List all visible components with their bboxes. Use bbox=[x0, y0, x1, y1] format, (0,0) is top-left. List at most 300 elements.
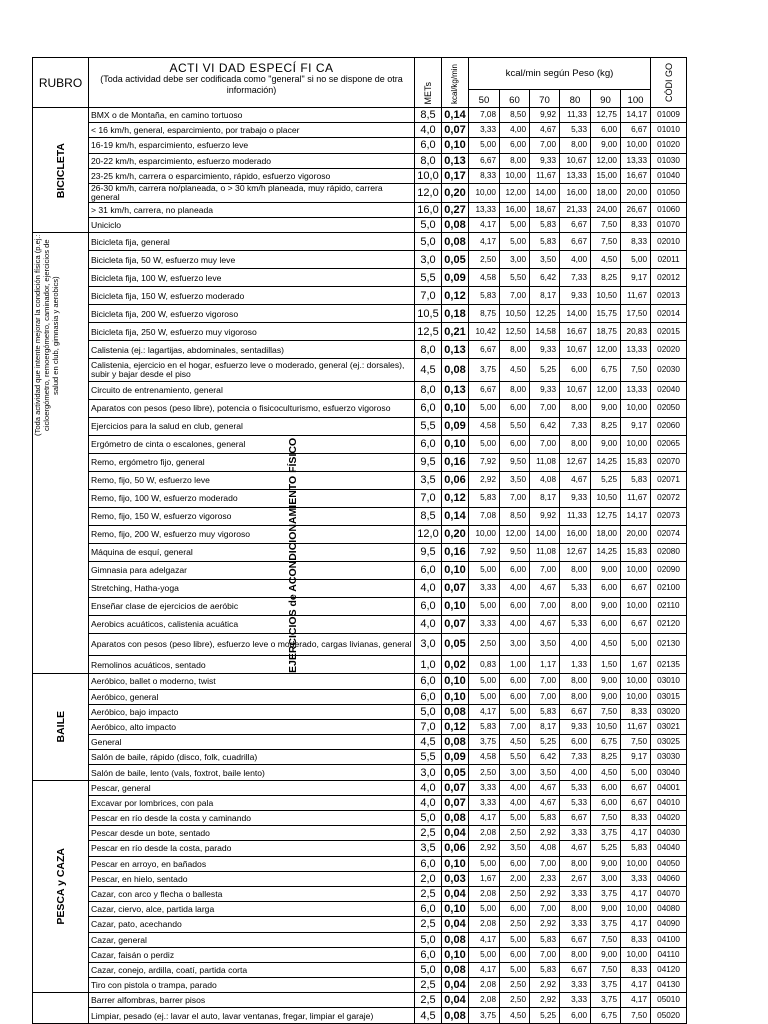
table-row bbox=[33, 123, 687, 138]
kcal-60kg-cell: 8,50 bbox=[500, 507, 530, 525]
code-cell: 02071 bbox=[651, 471, 687, 489]
kcal-kg-min-cell: 0,09 bbox=[442, 269, 469, 287]
code-cell: 02090 bbox=[651, 561, 687, 579]
activity-cell: Tiro con pistola o trampa, parado bbox=[89, 978, 415, 993]
kcal-80kg-cell: 9,33 bbox=[560, 489, 591, 507]
kcal-100kg-cell: 9,17 bbox=[621, 269, 651, 287]
activity-cell: Remo, fijo, 100 W, esfuerzo moderado bbox=[89, 489, 415, 507]
kcal-50kg-cell: 4,17 bbox=[469, 218, 500, 233]
kcal-70kg-cell: 4,67 bbox=[530, 123, 560, 138]
kcal-60kg-cell: 2,00 bbox=[500, 871, 530, 886]
kcal-70kg-cell: 9,33 bbox=[530, 341, 560, 359]
kcal-100kg-cell: 7,50 bbox=[621, 359, 651, 382]
kcal-kg-min-cell: 0,04 bbox=[442, 917, 469, 932]
kcal-50kg-cell: 3,33 bbox=[469, 795, 500, 810]
kcal-80kg-cell: 6,67 bbox=[560, 932, 591, 947]
kcal-80kg-cell: 3,33 bbox=[560, 993, 591, 1008]
kcal-90kg-cell: 5,25 bbox=[591, 471, 621, 489]
kcal-50kg-cell: 7,08 bbox=[469, 507, 500, 525]
rubro-header: RUBRO bbox=[33, 58, 89, 108]
kcal-60kg-cell: 6,00 bbox=[500, 138, 530, 153]
activity-cell: Limpiar, pesado (ej.: lavar el auto, lavar ventanas, fregar, limpiar el garaje) bbox=[89, 1008, 415, 1023]
activity-cell: 26-30 km/h, carrera no/planeada, o > 30 km/h planeada, muy rápido, carrera general bbox=[89, 183, 415, 202]
activity-cell: General bbox=[89, 735, 415, 750]
kcal-60kg-cell: 4,00 bbox=[500, 615, 530, 633]
mets-cell: 4,0 bbox=[415, 579, 442, 597]
kcal-50kg-cell: 3,75 bbox=[469, 359, 500, 382]
kcal-kg-min-cell: 0,03 bbox=[442, 871, 469, 886]
kcal-kg-min-cell: 0,08 bbox=[442, 233, 469, 251]
kcal-80kg-cell: 4,00 bbox=[560, 633, 591, 656]
kcal-80kg-cell: 3,33 bbox=[560, 886, 591, 901]
kcal-kg-min-cell: 0,07 bbox=[442, 615, 469, 633]
kcal-80kg-cell: 11,33 bbox=[560, 507, 591, 525]
kcal-50kg-cell: 5,83 bbox=[469, 719, 500, 734]
kcal-80kg-cell: 2,67 bbox=[560, 871, 591, 886]
kcal-100kg-cell: 4,17 bbox=[621, 993, 651, 1008]
kcal-60kg-cell: 9,50 bbox=[500, 453, 530, 471]
kcal-60kg-cell: 12,50 bbox=[500, 323, 530, 341]
activity-cell: Bicicleta fija, 150 W, esfuerzo moderado bbox=[89, 287, 415, 305]
kcal-100kg-cell: 11,67 bbox=[621, 287, 651, 305]
table-row bbox=[33, 886, 687, 901]
kcal-60kg-cell: 3,00 bbox=[500, 765, 530, 780]
kcal-kg-min-cell: 0,04 bbox=[442, 993, 469, 1008]
kcal-kg-min-cell: 0,08 bbox=[442, 359, 469, 382]
kcal-90kg-cell: 9,00 bbox=[591, 856, 621, 871]
kcal-70kg-cell: 2,33 bbox=[530, 871, 560, 886]
activity-cell: Máquina de esquí, general bbox=[89, 543, 415, 561]
kcal-50kg-cell: 2,08 bbox=[469, 886, 500, 901]
table-row bbox=[33, 811, 687, 826]
kcal-80kg-cell: 8,00 bbox=[560, 561, 591, 579]
kcal-70kg-cell: 6,42 bbox=[530, 269, 560, 287]
kcal-kg-min-cell: 0,07 bbox=[442, 579, 469, 597]
kcal-70kg-cell: 4,67 bbox=[530, 615, 560, 633]
kcal-70kg-cell: 6,42 bbox=[530, 417, 560, 435]
code-cell: 02130 bbox=[651, 633, 687, 656]
kcal-90kg-cell: 12,00 bbox=[591, 153, 621, 168]
kcal-60kg-cell: 10,00 bbox=[500, 168, 530, 183]
kcal-90kg-cell: 9,00 bbox=[591, 399, 621, 417]
activity-cell: Cazar, pato, acechando bbox=[89, 917, 415, 932]
code-cell: 03020 bbox=[651, 704, 687, 719]
kcal-60kg-cell: 6,00 bbox=[500, 947, 530, 962]
kcal-90kg-cell: 10,50 bbox=[591, 719, 621, 734]
kcal-60kg-cell: 6,00 bbox=[500, 399, 530, 417]
kcal-60kg-cell: 6,00 bbox=[500, 674, 530, 689]
code-cell: 02015 bbox=[651, 323, 687, 341]
mets-cell: 6,0 bbox=[415, 947, 442, 962]
kcal-kg-min-cell: 0,10 bbox=[442, 561, 469, 579]
activity-cell: Bicicleta fija, 200 W, esfuerzo vigoroso bbox=[89, 305, 415, 323]
code-cell: 02014 bbox=[651, 305, 687, 323]
mets-cell: 6,0 bbox=[415, 138, 442, 153]
kcal-80kg-cell: 7,33 bbox=[560, 269, 591, 287]
mets-cell: 9,5 bbox=[415, 543, 442, 561]
kcal-50kg-cell: 2,08 bbox=[469, 993, 500, 1008]
code-cell: 02060 bbox=[651, 417, 687, 435]
table-row bbox=[33, 902, 687, 917]
kcal-70kg-cell: 7,00 bbox=[530, 674, 560, 689]
kcal-60kg-cell: 12,00 bbox=[500, 525, 530, 543]
kcal-80kg-cell: 3,33 bbox=[560, 978, 591, 993]
kcal-70kg-cell: 1,17 bbox=[530, 656, 560, 674]
kcal-100kg-cell: 10,00 bbox=[621, 561, 651, 579]
kcal-kg-min-cell: 0,08 bbox=[442, 704, 469, 719]
kcal-50kg-cell: 4,58 bbox=[469, 417, 500, 435]
kcal-50kg-cell: 13,33 bbox=[469, 202, 500, 217]
kcal-kg-min-cell: 0,09 bbox=[442, 750, 469, 765]
kcal-100kg-cell: 5,00 bbox=[621, 251, 651, 269]
kcal-90kg-cell: 6,75 bbox=[591, 1008, 621, 1023]
kcal-90kg-cell: 6,00 bbox=[591, 795, 621, 810]
mets-cell: 8,5 bbox=[415, 507, 442, 525]
kcal-100kg-cell: 10,00 bbox=[621, 947, 651, 962]
kcal-100kg-cell: 11,67 bbox=[621, 719, 651, 734]
kcal-50kg-cell: 5,00 bbox=[469, 138, 500, 153]
kcal-100kg-cell: 14,17 bbox=[621, 507, 651, 525]
code-cell: 03040 bbox=[651, 765, 687, 780]
kcal-50kg-cell: 2,92 bbox=[469, 471, 500, 489]
activity-cell: Cazar, general bbox=[89, 932, 415, 947]
kcal-50kg-cell: 5,00 bbox=[469, 856, 500, 871]
kcal-kg-min-cell: 0,13 bbox=[442, 381, 469, 399]
weight-header-90: 90 bbox=[591, 90, 621, 108]
kcal-100kg-cell: 8,33 bbox=[621, 218, 651, 233]
kcal-80kg-cell: 7,33 bbox=[560, 750, 591, 765]
kcal-100kg-cell: 6,67 bbox=[621, 780, 651, 795]
kcal-70kg-cell: 2,92 bbox=[530, 993, 560, 1008]
activity-cell: Pescar en arroyo, en bañados bbox=[89, 856, 415, 871]
code-cell: 01010 bbox=[651, 123, 687, 138]
met-table bbox=[32, 57, 687, 1024]
kcal-80kg-cell: 6,00 bbox=[560, 359, 591, 382]
kcal-80kg-cell: 5,33 bbox=[560, 123, 591, 138]
table-row bbox=[33, 202, 687, 217]
kcal-70kg-cell: 5,25 bbox=[530, 735, 560, 750]
mets-cell: 3,5 bbox=[415, 841, 442, 856]
kcal-60kg-cell: 5,00 bbox=[500, 962, 530, 977]
mets-cell: 12,5 bbox=[415, 323, 442, 341]
kcal-100kg-cell: 8,33 bbox=[621, 704, 651, 719]
kcal-70kg-cell: 8,17 bbox=[530, 287, 560, 305]
activity-cell: Salón de baile, rápido (disco, folk, cuadrilla) bbox=[89, 750, 415, 765]
activity-cell: 20-22 km/h, esparcimiento, esfuerzo moderado bbox=[89, 153, 415, 168]
activity-cell: Aparatos con pesos (peso libre), esfuerzo leve o moderado, cargas livianas, general bbox=[89, 633, 415, 656]
kcal-50kg-cell: 5,83 bbox=[469, 489, 500, 507]
kcal-100kg-cell: 5,00 bbox=[621, 633, 651, 656]
kcal-60kg-cell: 5,00 bbox=[500, 932, 530, 947]
kcal-90kg-cell: 24,00 bbox=[591, 202, 621, 217]
kcal-kg-min-cell: 0,12 bbox=[442, 719, 469, 734]
kcal-80kg-cell: 8,00 bbox=[560, 856, 591, 871]
code-cell: 02070 bbox=[651, 453, 687, 471]
mets-cell: 10,0 bbox=[415, 168, 442, 183]
kcal-70kg-cell: 5,83 bbox=[530, 932, 560, 947]
kcal-60kg-cell: 2,50 bbox=[500, 826, 530, 841]
code-cell: 02065 bbox=[651, 435, 687, 453]
activity-cell: Bicicleta fija, 100 W, esfuerzo leve bbox=[89, 269, 415, 287]
code-cell: 04020 bbox=[651, 811, 687, 826]
activity-cell: Remo, ergómetro fijo, general bbox=[89, 453, 415, 471]
kcal-70kg-cell: 18,67 bbox=[530, 202, 560, 217]
activity-cell: Barrer alfombras, barrer pisos bbox=[89, 993, 415, 1008]
activity-cell: Enseñar clase de ejercicios de aeróbic bbox=[89, 597, 415, 615]
kcal-kg-min-cell: 0,05 bbox=[442, 633, 469, 656]
activity-cell: Remolinos acuáticos, sentado bbox=[89, 656, 415, 674]
activity-cell: Aparatos con pesos (peso libre), potencia o fisicoculturismo, esfuerzo vigoroso bbox=[89, 399, 415, 417]
kcal-70kg-cell: 2,92 bbox=[530, 826, 560, 841]
kcal-50kg-cell: 7,92 bbox=[469, 543, 500, 561]
kcal-90kg-cell: 7,50 bbox=[591, 962, 621, 977]
code-cell: 04040 bbox=[651, 841, 687, 856]
kcal-60kg-cell: 4,00 bbox=[500, 795, 530, 810]
code-cell: 04050 bbox=[651, 856, 687, 871]
kcal-90kg-cell: 3,00 bbox=[591, 871, 621, 886]
kcal-50kg-cell: 4,58 bbox=[469, 269, 500, 287]
kcal-kg-min-cell: 0,18 bbox=[442, 305, 469, 323]
code-cell: 04010 bbox=[651, 795, 687, 810]
kcal-50kg-cell: 10,00 bbox=[469, 525, 500, 543]
kcal-kg-min-cell: 0,08 bbox=[442, 218, 469, 233]
kcal-70kg-cell: 4,08 bbox=[530, 841, 560, 856]
activity-cell: 23-25 km/h, carrera o esparcimiento, rápido, esfuerzo vigoroso bbox=[89, 168, 415, 183]
code-cell: 02072 bbox=[651, 489, 687, 507]
kcal-90kg-cell: 6,75 bbox=[591, 735, 621, 750]
mets-cell: 8,0 bbox=[415, 341, 442, 359]
kcal-80kg-cell: 6,67 bbox=[560, 233, 591, 251]
kcal-70kg-cell: 5,83 bbox=[530, 233, 560, 251]
kcal-100kg-cell: 6,67 bbox=[621, 795, 651, 810]
code-cell: 01040 bbox=[651, 168, 687, 183]
kcal-80kg-cell: 6,67 bbox=[560, 704, 591, 719]
mets-cell: 5,5 bbox=[415, 417, 442, 435]
rubro-cell bbox=[33, 674, 89, 780]
rubro-name: BICICLETA bbox=[54, 142, 67, 198]
kcal-50kg-cell: 3,33 bbox=[469, 579, 500, 597]
kcal-70kg-cell: 6,42 bbox=[530, 750, 560, 765]
rubro-name: PESCA y CAZA bbox=[54, 848, 67, 925]
table-row bbox=[33, 233, 687, 251]
kcal-50kg-cell: 7,08 bbox=[469, 108, 500, 123]
mets-cell: 4,0 bbox=[415, 123, 442, 138]
code-cell: 02120 bbox=[651, 615, 687, 633]
weight-header-70: 70 bbox=[530, 90, 560, 108]
kcal-90kg-cell: 6,00 bbox=[591, 780, 621, 795]
kcal-60kg-cell: 5,50 bbox=[500, 750, 530, 765]
kcal-50kg-cell: 3,33 bbox=[469, 123, 500, 138]
kcal-90kg-cell: 4,50 bbox=[591, 765, 621, 780]
kcal-80kg-cell: 1,33 bbox=[560, 656, 591, 674]
kcal-80kg-cell: 12,67 bbox=[560, 543, 591, 561]
kcal-90kg-cell: 4,50 bbox=[591, 633, 621, 656]
kcal-90kg-cell: 8,25 bbox=[591, 750, 621, 765]
kcal-80kg-cell: 21,33 bbox=[560, 202, 591, 217]
rubro-name: BAILE bbox=[54, 711, 67, 743]
kcal-100kg-cell: 4,17 bbox=[621, 826, 651, 841]
kcal-50kg-cell: 4,58 bbox=[469, 750, 500, 765]
mets-cell: 5,0 bbox=[415, 233, 442, 251]
activity-cell: Calistenia (ej.: lagartijas, abdominales, sentadillas) bbox=[89, 341, 415, 359]
kcal-70kg-cell: 5,83 bbox=[530, 218, 560, 233]
kcal-70kg-cell: 4,67 bbox=[530, 780, 560, 795]
kcal-90kg-cell: 12,75 bbox=[591, 507, 621, 525]
kcal-kg-min-cell: 0,21 bbox=[442, 323, 469, 341]
kcal-100kg-cell: 10,00 bbox=[621, 399, 651, 417]
kcal-kg-min-cell: 0,08 bbox=[442, 962, 469, 977]
mets-cell: 6,0 bbox=[415, 399, 442, 417]
activity-cell: Bicicleta fija, 250 W, esfuerzo muy vigoroso bbox=[89, 323, 415, 341]
code-cell: 04110 bbox=[651, 947, 687, 962]
kcal-80kg-cell: 8,00 bbox=[560, 689, 591, 704]
kcal-100kg-cell: 7,50 bbox=[621, 1008, 651, 1023]
mets-cell: 6,0 bbox=[415, 435, 442, 453]
mets-cell: 4,5 bbox=[415, 735, 442, 750]
code-cell: 04070 bbox=[651, 886, 687, 901]
kcal-90kg-cell: 4,50 bbox=[591, 251, 621, 269]
kcal-90kg-cell: 3,75 bbox=[591, 886, 621, 901]
kcal-kg-min-cell: 0,20 bbox=[442, 525, 469, 543]
kcal-90kg-cell: 14,25 bbox=[591, 453, 621, 471]
kcal-80kg-cell: 9,33 bbox=[560, 719, 591, 734]
kcal-50kg-cell: 5,00 bbox=[469, 947, 500, 962]
kcal-90kg-cell: 18,00 bbox=[591, 183, 621, 202]
kcal-60kg-cell: 6,00 bbox=[500, 435, 530, 453]
table-row bbox=[33, 138, 687, 153]
kcal-90kg-cell: 14,25 bbox=[591, 543, 621, 561]
kcal-60kg-cell: 2,50 bbox=[500, 917, 530, 932]
kcal-50kg-cell: 6,67 bbox=[469, 341, 500, 359]
kcal-60kg-cell: 4,50 bbox=[500, 1008, 530, 1023]
kcal-100kg-cell: 10,00 bbox=[621, 597, 651, 615]
kcal-60kg-cell: 6,00 bbox=[500, 597, 530, 615]
mets-cell: 8,0 bbox=[415, 381, 442, 399]
kcal-60kg-cell: 7,00 bbox=[500, 489, 530, 507]
code-cell: 03021 bbox=[651, 719, 687, 734]
kcal-60kg-cell: 16,00 bbox=[500, 202, 530, 217]
mets-cell: 2,5 bbox=[415, 917, 442, 932]
kcal-70kg-cell: 9,33 bbox=[530, 153, 560, 168]
kcal-100kg-cell: 10,00 bbox=[621, 856, 651, 871]
table-row bbox=[33, 962, 687, 977]
kcal-90kg-cell: 3,75 bbox=[591, 917, 621, 932]
kcal-70kg-cell: 8,17 bbox=[530, 489, 560, 507]
activity-cell: Remo, fijo, 200 W, esfuerzo muy vigoroso bbox=[89, 525, 415, 543]
kcal-50kg-cell: 0,83 bbox=[469, 656, 500, 674]
activity-cell: Aeróbico, ballet o moderno, twist bbox=[89, 674, 415, 689]
kcal-60kg-cell: 12,00 bbox=[500, 183, 530, 202]
kcal-70kg-cell: 14,00 bbox=[530, 525, 560, 543]
table-header bbox=[33, 58, 687, 108]
kcal-90kg-cell: 7,50 bbox=[591, 233, 621, 251]
kcal-80kg-cell: 4,00 bbox=[560, 251, 591, 269]
table-row bbox=[33, 993, 687, 1008]
activity-cell: Remo, fijo, 150 W, esfuerzo vigoroso bbox=[89, 507, 415, 525]
kcal-90kg-cell: 5,25 bbox=[591, 841, 621, 856]
code-cell: 04001 bbox=[651, 780, 687, 795]
kcal-100kg-cell: 15,83 bbox=[621, 543, 651, 561]
kcal-80kg-cell: 12,67 bbox=[560, 453, 591, 471]
kcal-70kg-cell: 5,83 bbox=[530, 704, 560, 719]
table-row bbox=[33, 932, 687, 947]
mets-cell: 6,0 bbox=[415, 856, 442, 871]
code-cell: 01009 bbox=[651, 108, 687, 123]
kcal-90kg-cell: 3,75 bbox=[591, 826, 621, 841]
kcal-80kg-cell: 7,33 bbox=[560, 417, 591, 435]
kcal-50kg-cell: 3,33 bbox=[469, 615, 500, 633]
actividad-note: (Toda actividad debe ser codificada como "general" si no se dispone de otra información) bbox=[100, 74, 403, 95]
kcal-90kg-cell: 15,75 bbox=[591, 305, 621, 323]
code-cell: 01020 bbox=[651, 138, 687, 153]
kcal-60kg-cell: 8,00 bbox=[500, 341, 530, 359]
kcal-kg-min-cell: 0,05 bbox=[442, 765, 469, 780]
kcal-70kg-cell: 3,50 bbox=[530, 765, 560, 780]
mets-cell: 5,5 bbox=[415, 269, 442, 287]
kcal-80kg-cell: 3,33 bbox=[560, 826, 591, 841]
kcal-80kg-cell: 6,67 bbox=[560, 218, 591, 233]
kcal-100kg-cell: 20,00 bbox=[621, 525, 651, 543]
mets-cell: 1,0 bbox=[415, 656, 442, 674]
kcal-80kg-cell: 13,33 bbox=[560, 168, 591, 183]
kcal-kg-min-cell: 0,07 bbox=[442, 780, 469, 795]
mets-cell: 5,5 bbox=[415, 750, 442, 765]
kcal-50kg-cell: 2,08 bbox=[469, 826, 500, 841]
kcal-100kg-cell: 15,83 bbox=[621, 453, 651, 471]
activity-cell: Pescar en río desde la costa, parado bbox=[89, 841, 415, 856]
kcal-90kg-cell: 9,00 bbox=[591, 674, 621, 689]
kcal-60kg-cell: 5,50 bbox=[500, 417, 530, 435]
kcal-70kg-cell: 7,00 bbox=[530, 597, 560, 615]
table-row bbox=[33, 735, 687, 750]
mets-cell: 9,5 bbox=[415, 453, 442, 471]
activity-cell: Uniciclo bbox=[89, 218, 415, 233]
kcal-50kg-cell: 2,50 bbox=[469, 633, 500, 656]
kcal-100kg-cell: 10,00 bbox=[621, 902, 651, 917]
kcal-100kg-cell: 5,83 bbox=[621, 841, 651, 856]
kcal-100kg-cell: 9,17 bbox=[621, 750, 651, 765]
activity-cell: Aeróbico, bajo impacto bbox=[89, 704, 415, 719]
kcal-kg-min-cell: 0,14 bbox=[442, 108, 469, 123]
kcal-70kg-cell: 11,08 bbox=[530, 453, 560, 471]
table-row bbox=[33, 750, 687, 765]
kcal-50kg-cell: 5,00 bbox=[469, 674, 500, 689]
table-row bbox=[33, 719, 687, 734]
kcal-90kg-cell: 3,75 bbox=[591, 978, 621, 993]
code-cell: 02040 bbox=[651, 381, 687, 399]
kcal-kg-min-cell: 0,16 bbox=[442, 453, 469, 471]
table-row bbox=[33, 978, 687, 993]
code-cell: 04120 bbox=[651, 962, 687, 977]
kcal-100kg-cell: 3,33 bbox=[621, 871, 651, 886]
kcal-90kg-cell: 7,50 bbox=[591, 704, 621, 719]
kcal-60kg-cell: 8,00 bbox=[500, 381, 530, 399]
kcal-kg-min-cell: 0,08 bbox=[442, 932, 469, 947]
kcal-70kg-cell: 11,67 bbox=[530, 168, 560, 183]
kcal-80kg-cell: 16,67 bbox=[560, 323, 591, 341]
activity-cell: Pescar, general bbox=[89, 780, 415, 795]
kcal-70kg-cell: 7,00 bbox=[530, 902, 560, 917]
table-row bbox=[33, 780, 687, 795]
activity-cell: Stretching, Hatha-yoga bbox=[89, 579, 415, 597]
kcal-80kg-cell: 5,33 bbox=[560, 615, 591, 633]
code-cell: 02080 bbox=[651, 543, 687, 561]
kcal-80kg-cell: 10,67 bbox=[560, 381, 591, 399]
kcal-50kg-cell: 1,67 bbox=[469, 871, 500, 886]
kcal-100kg-cell: 8,33 bbox=[621, 932, 651, 947]
kcal-70kg-cell: 7,00 bbox=[530, 435, 560, 453]
kcal-50kg-cell: 5,00 bbox=[469, 399, 500, 417]
